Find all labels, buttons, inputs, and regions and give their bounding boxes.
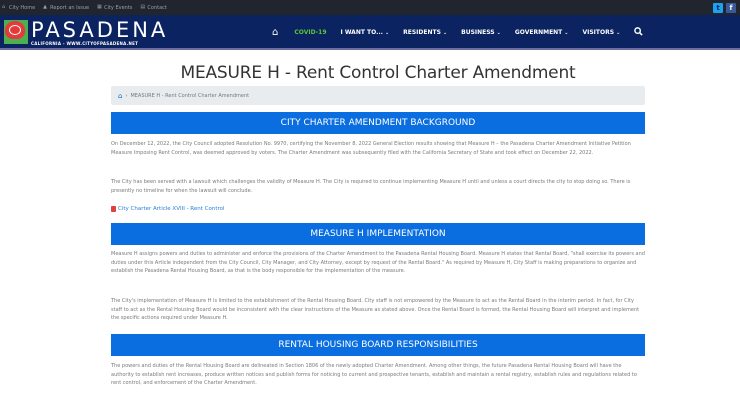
logo-name: PASADENA [31, 18, 169, 42]
nav-item-label: I WANT TO... [340, 29, 383, 36]
social-links [713, 3, 736, 13]
chevron-down-icon: ⌄ [496, 29, 501, 36]
breadcrumb-current: MEASURE H - Rent Control Charter Amendment [130, 92, 250, 99]
breadcrumb-separator: › [125, 92, 128, 99]
utility-bar [0, 0, 740, 15]
pdf-icon [111, 206, 116, 212]
chevron-down-icon: ⌄ [616, 29, 621, 36]
city-home-link[interactable] [2, 5, 35, 11]
contact-icon: ▤ [140, 4, 146, 10]
section-heading-implementation: MEASURE H IMPLEMENTATION [111, 223, 645, 245]
page-title: MEASURE H - Rent Control Charter Amendment [180, 63, 576, 83]
nav-item-label: COVID-19 [294, 29, 327, 36]
logo-text [31, 20, 168, 46]
background-paragraph-1: On December 12, 2022, the City Council adopted Resolution No. 9970, certifying the November 8, 2022 General Election results showing that Measure H – the Pasadena Charter Amendment Initiative Petition Measure Imposing Rent Control, was deemed approved by voters. The Charter Amendment was subsequently filed with the California Secretary of State and took effect on December 22, 2022. [111, 141, 631, 156]
facebook-icon[interactable]: f [726, 3, 736, 13]
nav-item-label: BUSINESS [461, 29, 495, 36]
main-nav-bar [0, 15, 740, 50]
nav-item-residents[interactable] [403, 29, 447, 36]
contact-link[interactable] [140, 5, 166, 11]
background-paragraph-2: The City has been served with a lawsuit which challenges the validity of Measure H. The City is required to continue implementing Measure H until and unless a court directs the city to stop doing so. There is presently no timeline for when the lawsuit will conclude. [111, 179, 631, 194]
chevron-down-icon: ⌄ [442, 29, 448, 36]
nav-item-label: RESIDENTS [403, 29, 441, 36]
logo-subtitle: CALIFORNIA - WWW.CITYOFPASADENA.NET [31, 41, 139, 46]
nav-item-label: GOVERNMENT [514, 29, 563, 36]
implementation-paragraph-2: The City's implementation of Measure H is limited to the establishment of the Rental Housing Board. City staff is not empowered by the Measure to act as the Rental Board in the interim period. In fact, for City staff to act as the Rental Housing Board would be inconsistent with the clear instructions of the Measure as stated above. Once the Rental Board is formed, the Rental Housing Board will interpret and implement the specific actions required under Measure H. [111, 298, 640, 321]
chevron-down-icon: ⌄ [564, 29, 569, 36]
breadcrumb-home-icon[interactable]: ⌂ [118, 91, 123, 100]
report-issue-label: Report an Issue [50, 4, 90, 11]
section-heading-background: CITY CHARTER AMENDMENT BACKGROUND [111, 112, 645, 134]
city-events-link[interactable] [97, 5, 132, 11]
nav-item-i-want-to[interactable] [341, 29, 390, 36]
nav-menu [272, 15, 643, 50]
rose-logo-icon [4, 20, 28, 44]
warning-icon: ▲ [43, 4, 48, 10]
home-icon[interactable]: ⌂ [272, 27, 279, 38]
city-home-label: City Home [9, 4, 36, 11]
nav-item-business[interactable] [461, 29, 501, 36]
home-icon: ⌂ [2, 4, 6, 10]
city-events-label: City Events [104, 4, 133, 11]
search-icon[interactable] [634, 27, 643, 39]
chevron-down-icon: ⌄ [384, 29, 390, 36]
contact-label: Contact [147, 4, 167, 11]
implementation-paragraph-1: Measure H assigns powers and duties to administer and enforce the provisions of the Charter Amendment to the Pasadena Rental Housing Board. Measure H states that Rental Board, "shall exercise its powers and duties under this Article independent from the City Council, City Manager, and City Attorney, except by request of the Rental Board." As required by Measure H, City Staff is making preparations to organize and establish the Pasadena Rental Housing Board, as that is the body responsible for the implementation of the measure. [111, 251, 645, 274]
charter-article-link[interactable] [111, 206, 225, 212]
pasadena-logo[interactable] [4, 20, 168, 46]
nav-item-covid[interactable] [294, 29, 326, 36]
breadcrumb [111, 86, 645, 105]
twitter-icon[interactable]: t [713, 3, 723, 13]
nav-item-visitors[interactable] [582, 29, 620, 36]
nav-item-label: VISITORS [582, 29, 615, 36]
nav-item-government[interactable] [515, 29, 569, 36]
section-heading-responsibilities: RENTAL HOUSING BOARD RESPONSIBILITIES [111, 334, 645, 356]
charter-article-link-label: City Charter Article XVIII - Rent Control [118, 206, 225, 212]
report-issue-link[interactable] [43, 5, 89, 11]
calendar-icon: ▦ [97, 4, 102, 10]
responsibilities-paragraph-1: The powers and duties of the Rental Housing Board are delineated in Section 1806 of the newly adopted Charter Amendment. Among other things, the future Pasadena Rental Housing Board will have the authority to establish rent increases, produce written notices and publish forms for noticing to current and prospective tenants, establish and maintain a rental registry, establish rules and regulations related to rent control, and enforcement of the Charter Amendment. [111, 363, 637, 386]
